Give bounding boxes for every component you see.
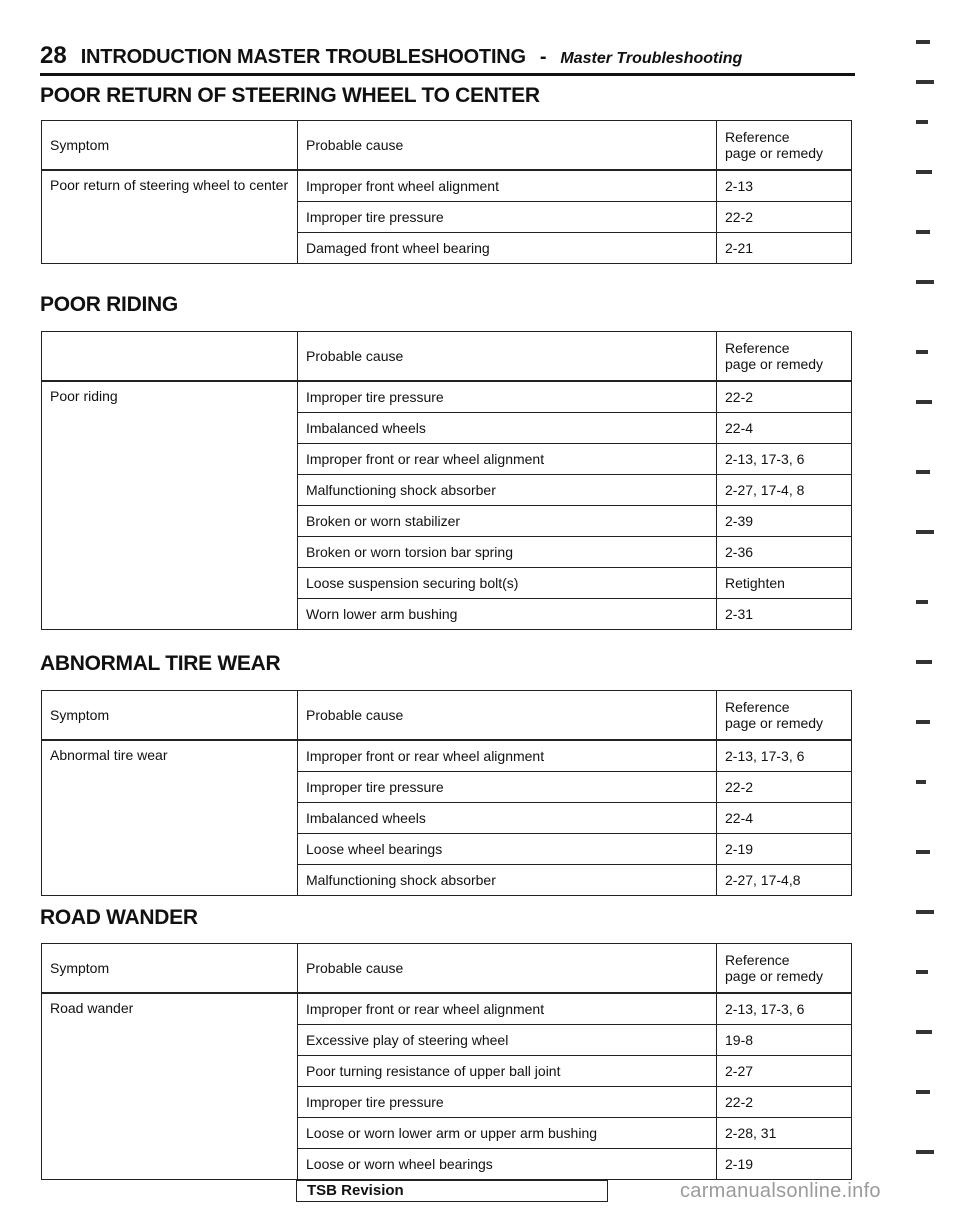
table-header-row: [42, 332, 852, 382]
reference-header-line1: Reference: [725, 129, 790, 145]
troubleshooting-table: [41, 331, 852, 630]
edge-mark: [916, 970, 928, 974]
edge-mark: [916, 1030, 932, 1034]
edge-mark: [916, 80, 934, 84]
section-title: POOR RETURN OF STEERING WHEEL TO CENTER: [40, 84, 540, 107]
cause-header: Probable cause: [298, 944, 717, 994]
reference-cell: 19-8: [717, 1025, 852, 1056]
cause-cell: Broken or worn torsion bar spring: [298, 537, 717, 568]
reference-cell: 2-27: [717, 1056, 852, 1087]
section-title: ROAD WANDER: [40, 906, 198, 929]
reference-header: [717, 332, 852, 382]
reference-cell: 2-13, 17-3, 6: [717, 740, 852, 772]
reference-cell: 2-13, 17-3, 6: [717, 993, 852, 1025]
troubleshooting-table: [41, 943, 852, 1180]
cause-cell: Improper front or rear wheel alignment: [298, 444, 717, 475]
reference-cell: 22-2: [717, 381, 852, 413]
cause-cell: Excessive play of steering wheel: [298, 1025, 717, 1056]
symptom-cell: Road wander: [42, 993, 298, 1180]
cause-cell: Malfunctioning shock absorber: [298, 865, 717, 896]
cause-cell: Poor turning resistance of upper ball joint: [298, 1056, 717, 1087]
cause-cell: Malfunctioning shock absorber: [298, 475, 717, 506]
edge-mark: [916, 530, 934, 534]
cause-cell: Loose suspension securing bolt(s): [298, 568, 717, 599]
header-title: INTRODUCTION MASTER TROUBLESHOOTING: [80, 46, 526, 68]
reference-cell: 2-19: [717, 1149, 852, 1180]
edge-mark: [916, 400, 932, 404]
symptom-cell: Abnormal tire wear: [42, 740, 298, 896]
table-header-row: [42, 944, 852, 994]
troubleshooting-table: [41, 690, 852, 896]
table-row: [42, 993, 852, 1025]
edge-mark: [916, 40, 930, 44]
cause-cell: Loose wheel bearings: [298, 834, 717, 865]
cause-cell: Improper tire pressure: [298, 202, 717, 233]
reference-cell: 2-13, 17-3, 6: [717, 444, 852, 475]
edge-mark: [916, 600, 928, 604]
edge-mark: [916, 170, 932, 174]
symptom-cell: Poor return of steering wheel to center: [42, 170, 298, 264]
edge-mark: [916, 1150, 934, 1154]
page-number: 28: [40, 42, 67, 69]
reference-cell: 22-4: [717, 803, 852, 834]
edge-mark: [916, 470, 930, 474]
reference-cell: 2-27, 17-4,8: [717, 865, 852, 896]
reference-cell: 2-13: [717, 170, 852, 202]
cause-cell: Broken or worn stabilizer: [298, 506, 717, 537]
cause-header: Probable cause: [298, 691, 717, 741]
cause-cell: Loose or worn lower arm or upper arm bushing: [298, 1118, 717, 1149]
edge-mark: [916, 1090, 930, 1094]
reference-header: [717, 691, 852, 741]
reference-cell: 2-27, 17-4, 8: [717, 475, 852, 506]
reference-cell: 2-39: [717, 506, 852, 537]
reference-header: [717, 944, 852, 994]
cause-header: Probable cause: [298, 332, 717, 382]
cause-header: Probable cause: [298, 121, 717, 171]
reference-cell: 22-4: [717, 413, 852, 444]
reference-header-line2: page or remedy: [725, 968, 824, 984]
reference-cell: 22-2: [717, 772, 852, 803]
symptom-header: Symptom: [42, 121, 298, 171]
reference-header-line1: Reference: [725, 699, 790, 715]
troubleshooting-table: [41, 120, 852, 264]
edge-mark: [916, 910, 934, 914]
cause-cell: Worn lower arm bushing: [298, 599, 717, 630]
cause-cell: Improper tire pressure: [298, 381, 717, 413]
table-row: [42, 740, 852, 772]
reference-header-line2: page or remedy: [725, 145, 824, 161]
cause-cell: Damaged front wheel bearing: [298, 233, 717, 264]
section-title: POOR RIDING: [40, 293, 178, 316]
reference-cell: 2-36: [717, 537, 852, 568]
reference-header: [717, 121, 852, 171]
cause-cell: Improper tire pressure: [298, 772, 717, 803]
reference-header-line1: Reference: [725, 340, 790, 356]
cause-cell: Improper tire pressure: [298, 1087, 717, 1118]
reference-header-line2: page or remedy: [725, 356, 824, 372]
reference-header-line1: Reference: [725, 952, 790, 968]
edge-mark: [916, 230, 930, 234]
table-row: [42, 170, 852, 202]
header-separator: -: [539, 46, 547, 68]
reference-cell: 2-28, 31: [717, 1118, 852, 1149]
edge-mark: [916, 350, 928, 354]
reference-cell: Retighten: [717, 568, 852, 599]
reference-cell: 2-31: [717, 599, 852, 630]
edge-mark: [916, 660, 932, 664]
cause-cell: Imbalanced wheels: [298, 803, 717, 834]
symptom-header: [42, 332, 298, 382]
watermark: carmanualsonline.info: [680, 1180, 881, 1202]
page-header: [40, 42, 855, 76]
cause-cell: Loose or worn wheel bearings: [298, 1149, 717, 1180]
edge-mark: [916, 120, 928, 124]
reference-cell: 2-19: [717, 834, 852, 865]
page-edge-marks: [916, 20, 938, 1170]
reference-cell: 22-2: [717, 1087, 852, 1118]
edge-mark: [916, 720, 930, 724]
reference-cell: 22-2: [717, 202, 852, 233]
symptom-header: Symptom: [42, 944, 298, 994]
reference-cell: 2-21: [717, 233, 852, 264]
table-header-row: [42, 691, 852, 741]
symptom-cell: Poor riding: [42, 381, 298, 630]
table-header-row: [42, 121, 852, 171]
cause-cell: Improper front or rear wheel alignment: [298, 740, 717, 772]
section-title: ABNORMAL TIRE WEAR: [40, 652, 281, 675]
symptom-header: Symptom: [42, 691, 298, 741]
reference-header-line2: page or remedy: [725, 715, 824, 731]
cause-cell: Imbalanced wheels: [298, 413, 717, 444]
table-row: [42, 381, 852, 413]
header-subtitle: Master Troubleshooting: [560, 50, 743, 67]
edge-mark: [916, 780, 926, 784]
edge-mark: [916, 850, 930, 854]
cause-cell: Improper front or rear wheel alignment: [298, 993, 717, 1025]
cause-cell: Improper front wheel alignment: [298, 170, 717, 202]
edge-mark: [916, 280, 934, 284]
tsb-revision-box: TSB Revision: [296, 1180, 608, 1202]
